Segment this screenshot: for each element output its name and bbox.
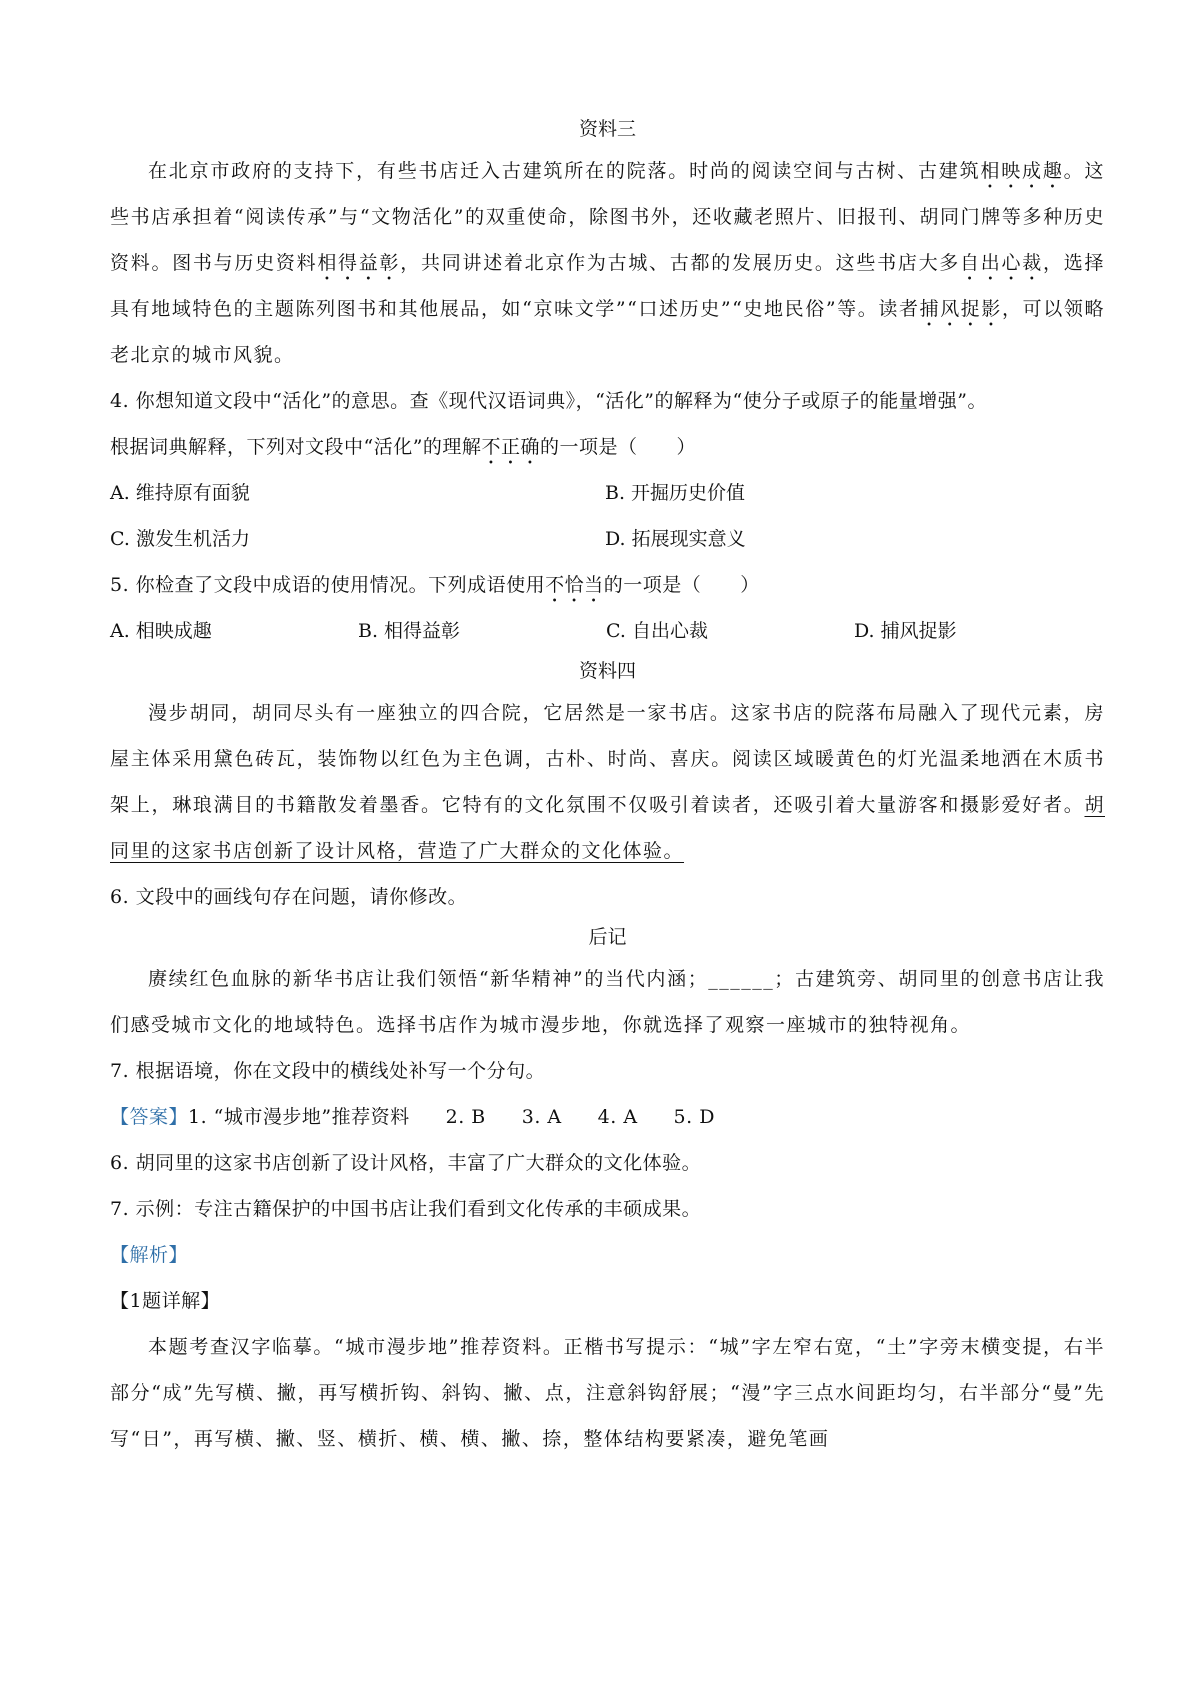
option-d: D. 捕风捉影	[854, 620, 957, 642]
answer-7: 7. 示例：专注古籍保护的中国书店让我们看到文化传承的丰硕成果。	[110, 1198, 702, 1220]
emphasis-word: 不正确	[481, 436, 540, 458]
answer-2: 2. B	[445, 1106, 486, 1128]
afterword-paragraph: 赓续红色血脉的新华书店让我们领悟“新华精神”的当代内涵；______；古建筑旁、胡同里的创意书店让我们感受城市文化的地域特色。选择书店作为城市漫步地，你就选择了观察一座城市的独特视角。	[110, 968, 1105, 1036]
section-title: 资料三	[578, 118, 636, 140]
question-4	[110, 378, 1105, 470]
answer-4: 4. A	[597, 1106, 638, 1128]
emphasis-idiom: 相映成趣	[980, 160, 1064, 182]
analysis-tag: 【解析】	[110, 1244, 189, 1266]
answer-1: 1. “城市漫步地”推荐资料	[188, 1106, 410, 1128]
answer-tag: 【答案】	[110, 1106, 189, 1128]
answer-row	[110, 1094, 1105, 1140]
option-a: A. 相映成趣	[110, 620, 212, 642]
option-b: B. 相得益彰	[358, 620, 461, 642]
answer-3: 3. A	[521, 1106, 562, 1128]
emphasis-idiom: 自出心裁	[960, 252, 1043, 274]
question-6: 6. 文段中的画线句存在问题，请你修改。	[110, 886, 468, 908]
section-title: 后记	[588, 926, 627, 948]
section-title: 资料四	[578, 660, 636, 682]
emphasis-idiom: 捕风捉影	[919, 298, 1003, 320]
question-4-options	[110, 470, 1105, 562]
option-a: A. 维持原有面貌	[110, 482, 250, 504]
question-7: 7. 根据语境，你在文段中的横线处补写一个分句。	[110, 1060, 546, 1082]
option-d: D. 拓展现实意义	[605, 528, 746, 550]
emphasis-idiom: 相得益彰	[317, 252, 401, 274]
option-c: C. 激发生机活力	[110, 528, 250, 550]
document-page	[110, 112, 1105, 1462]
question-5: 5. 你检查了文段中成语的使用情况。下列成语使用不恰当的一项是（ ）	[110, 574, 760, 596]
analysis-paragraph: 本题考查汉字临摹。“城市漫步地”推荐资料。正楷书写提示：“城”字左窄右宽，“土”字旁末横变提，右半部分“成”先写横、撇，再写横折钩、斜钩、撇、点，注意斜钩舒展；“漫”字三点水间距均匀，右半部分“曼”先写“日”，再写横、撇、竖、横折、横、横、撇、捺，整体结构要紧凑，避免笔画	[110, 1336, 1105, 1450]
material-four-paragraph: 漫步胡同，胡同尽头有一座独立的四合院，它居然是一家书店。这家书店的院落布局融入了现代元素，房屋主体采用黛色砖瓦，装饰物以红色为主色调，古朴、时尚、喜庆。阅读区域暖黄色的灯光温柔地洒在木质书架上，琳琅满目的书籍散发着墨香。它特有的文化氛围不仅吸引着读者，还吸引着大量游客和摄影爱好者。胡同里的这家书店创新了设计风格，营造了广大群众的文化体验。	[110, 702, 1105, 862]
question-4-line2: 根据词典解释，下列对文段中“活化”的理解不正确的一项是（ ）	[110, 436, 696, 458]
option-c: C. 自出心裁	[606, 620, 708, 642]
analysis-subheading: 【1题详解】	[110, 1290, 221, 1312]
emphasis-word: 不恰当	[545, 574, 604, 596]
answer-6: 6. 胡同里的这家书店创新了设计风格，丰富了广大群众的文化体验。	[110, 1152, 702, 1174]
question-5-options	[110, 608, 1105, 654]
material-three-paragraph: 在北京市政府的支持下，有些书店迁入古建筑所在的院落。时尚的阅读空间与古树、古建筑相映成趣。这些书店承担着“阅读传承”与“文物活化”的双重使命，除图书外，还收藏老照片、旧报刊、胡同门牌等多种历史资料。图书与历史资料相得益彰，共同讲述着北京作为古城、古都的发展历史。这些书店大多自出心裁，选择具有地域特色的主题陈列图书和其他展品，如“京味文学”“口述历史”“史地民俗”等。读者捕风捉影，可以领略老北京的城市风貌。	[110, 160, 1105, 366]
question-4-line1: 4. 你想知道文段中“活化”的意思。查《现代汉语词典》，“活化”的解释为“使分子或原子的能量增强”。	[110, 390, 987, 412]
option-b: B. 开掘历史价值	[605, 482, 746, 504]
answer-5: 5. D	[673, 1106, 715, 1128]
underlined-sentence: 胡同里的这家书店创新了设计风格，营造了广大群众的文化体验。	[110, 794, 1105, 862]
